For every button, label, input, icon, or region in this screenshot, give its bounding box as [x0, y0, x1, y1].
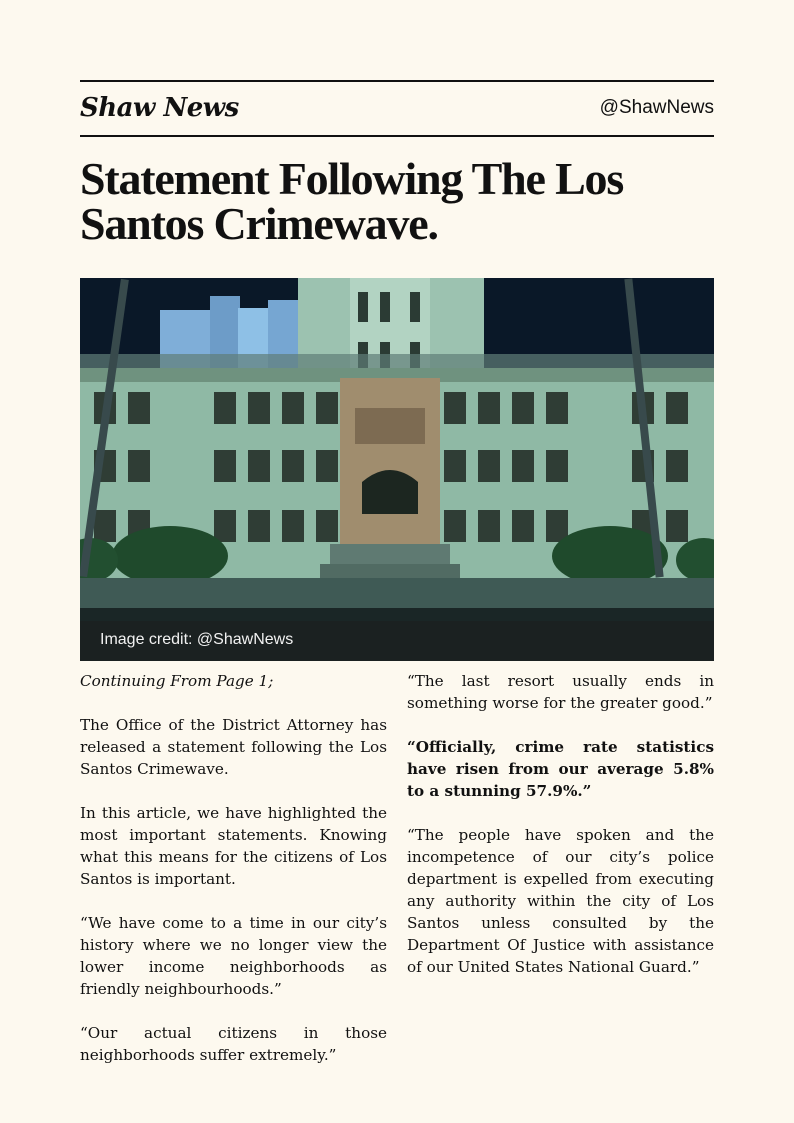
masthead-logo: Shaw News: [80, 93, 239, 123]
article-column-right: [407, 670, 714, 1000]
social-handle: @ShawNews: [599, 97, 714, 118]
quote-paragraph: “We have come to a time in our city’s history where we no longer view the lower income neighborhoods as friendly neighbourhoods.”: [80, 914, 387, 998]
city-hall-illustration: [80, 278, 714, 661]
quote-paragraph: “The people have spoken and the incompetence of our city’s police department is expelled from executing any authority within the city of Los Santos unless consulted by the Department Of Justice with assistance of our United States National Guard.”: [407, 826, 714, 976]
image-credit: Image credit: @ShawNews: [100, 631, 294, 648]
highlighted-quote: “Officially, crime rate statistics have risen from our average 5.8% to a stunning 57.9%.”: [407, 738, 714, 800]
continuation-note: Continuing From Page 1;: [80, 672, 274, 690]
quote-paragraph: “The last resort usually ends in something worse for the greater good.”: [407, 672, 714, 712]
paragraph: The Office of the District Attorney has released a statement following the Los Santos Crimewave.: [80, 716, 387, 778]
quote-paragraph: “Our actual citizens in those neighborhoods suffer extremely.”: [80, 1024, 387, 1064]
article-headline: Statement Following The Los Santos Crimewave.: [80, 153, 624, 249]
article-photo: [80, 278, 714, 661]
masthead-bottom-rule: [80, 135, 714, 137]
article-column-left: [80, 670, 387, 1088]
masthead-top-rule: [80, 80, 714, 82]
paragraph: In this article, we have highlighted the most important statements. Knowing what this means for the citizens of Los Santos is important.: [80, 804, 387, 888]
